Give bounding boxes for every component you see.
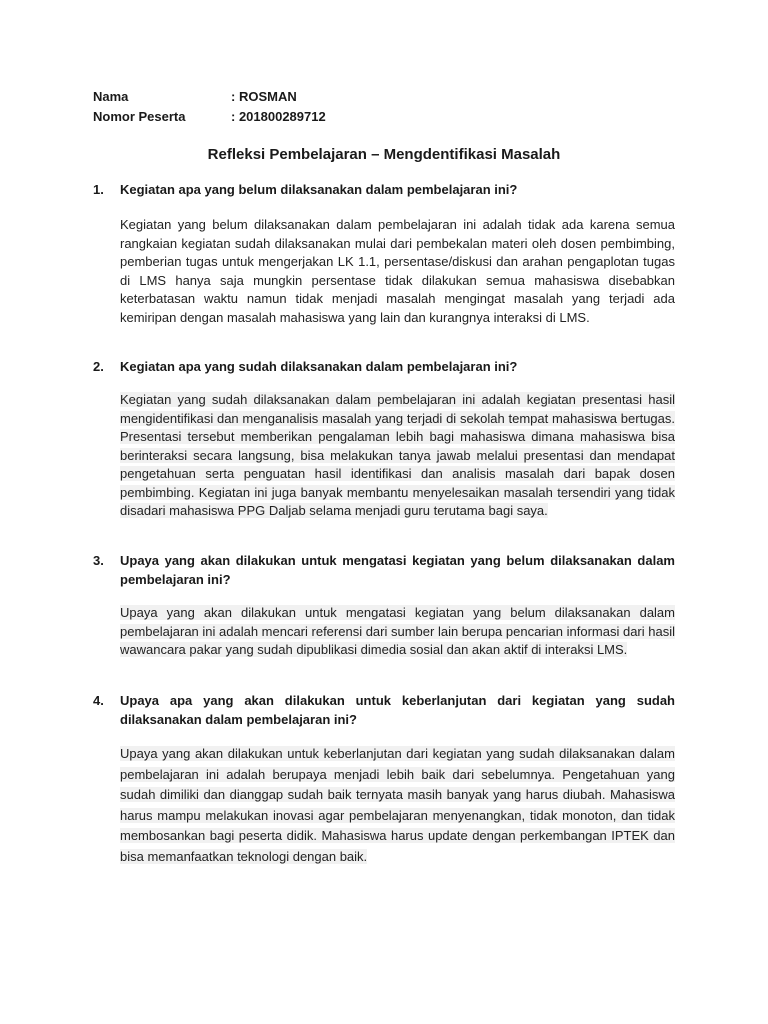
question-number: 4. [93,693,104,708]
question-4 [93,691,675,729]
answer-text: Kegiatan yang sudah dilaksanakan dalam pembelajaran ini adalah kegiatan presentasi hasil mengidentifikasi dan menganalisis masalah yang terjadi di sekolah tempat mahasiswa bertugas. Presentasi tersebut memberikan pengalaman lebih bagi mahasiswa dimana mahasiswa bisa berinteraksi secara langsung, bisa melakukan tanya jawab melalui presentasi dan mendapat pengetahuan serta penguatan hasil identifikasi dan analisis masalah dari bapak dosen pembimbing. Kegiatan ini juga banyak membantu menyelesaikan masalah tersendiri yang tidak disadari mahasiswa PPG Daljab selama menjadi guru terutama bagi saya. [120,392,675,518]
answer-2 [120,391,675,521]
participant-number-label: Nomor Peserta [93,109,186,124]
question-3 [93,551,675,589]
question-text: Upaya yang akan dilakukan untuk mengatasi kegiatan yang belum dilaksanakan dalam pembelajaran ini? [120,553,675,587]
question-2 [93,357,675,376]
question-text: Upaya apa yang akan dilakukan untuk keberlanjutan dari kegiatan yang sudah dilaksanakan dalam pembelajaran ini? [120,693,675,727]
question-1 [93,180,675,199]
name-value: : ROSMAN [231,89,297,104]
answer-text: Upaya yang akan dilakukan untuk keberlanjutan dari kegiatan yang sudah dilaksanakan dalam pembelajaran ini adalah berupaya menjadi lebih baik dari sebelumnya. Pengetahuan yang sudah dimiliki dan dianggap sudah baik ternyata masih banyak yang harus diubah. Mahasiswa harus mampu melakukan inovasi agar pembelajaran menyenangkan, tidak monoton, dan tidak membosankan bagi peserta didik. Mahasiswa harus update dengan perkembangan IPTEK dan bisa memanfaatkan teknologi dengan baik. [120,746,675,864]
name-label: Nama [93,89,129,104]
question-text: Kegiatan apa yang sudah dilaksanakan dalam pembelajaran ini? [120,359,518,374]
participant-number-value: : 201800289712 [231,109,326,124]
question-number: 2. [93,359,104,374]
answer-3 [120,604,675,660]
answer-text: Upaya yang akan dilakukan untuk mengatasi kegiatan yang belum dilaksanakan dalam pembelajaran ini adalah mencari referensi dari sumber lain berupa pencarian informasi dari hasil wawancara pakar yang sudah dipublikasi dimedia sosial dan akan aktif di interaksi LMS. [120,605,675,657]
question-number: 3. [93,553,104,568]
answer-4 [120,744,675,867]
question-number: 1. [93,182,104,197]
answer-1: Kegiatan yang belum dilaksanakan dalam pembelajaran ini adalah tidak ada karena semua rangkaian kegiatan sudah dilaksanakan mulai dari pembekalan materi oleh dosen pembimbing, pemberian tugas untuk mengerjakan LK 1.1, persentase/diskusi dan arahan pengaplotan tugas di LMS hanya saja mungkin persentase tidak dilakukan semua mahasiswa disebabkan keterbatasan waktu namun tidak menjadi masalah mengingat masalah yang terjadi ada kemiripan dengan masalah mahasiswa yang lain dan kurangnya interaksi di LMS. [120,217,675,325]
document-title: Refleksi Pembelajaran – Mengdentifikasi Masalah [207,146,561,163]
question-text: Kegiatan apa yang belum dilaksanakan dalam pembelajaran ini? [120,182,518,197]
